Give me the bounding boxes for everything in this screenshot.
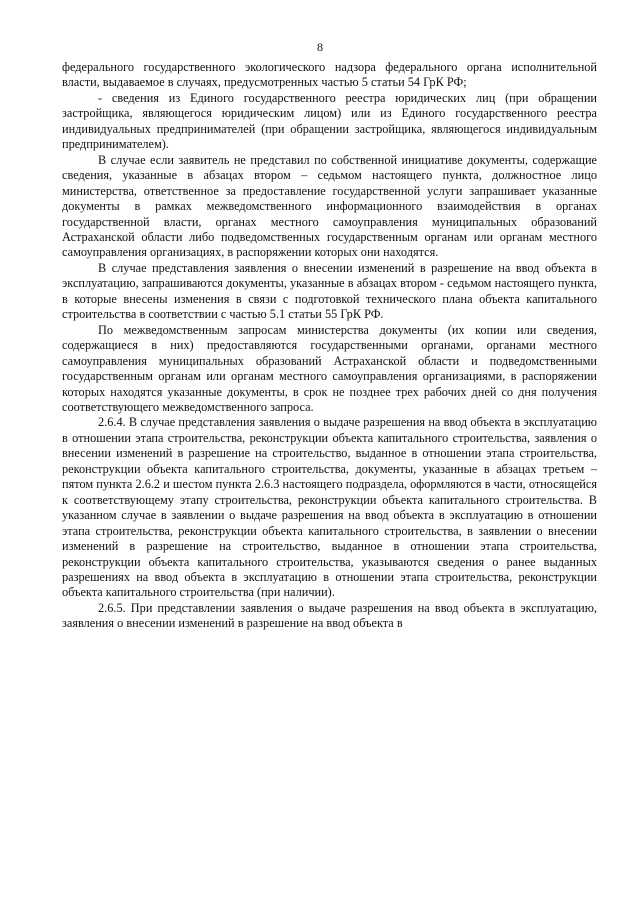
paragraph: 2.6.5. При представлении заявления о выдаче разрешения на ввод объекта в эксплуатацию, заявления о внесении изменений в разрешение на ввод объекта в <box>62 600 597 631</box>
paragraph: 2.6.4. В случае представления заявления о выдаче разрешения на ввод объекта в эксплуатацию в отношении этапа строительства, реконструкции объекта капитального строительства, заявления о внесении изменений в разрешение на строительство, выданное в отношении этапа строительства, реконструкции объекта капитального строительства, документы, указанные в абзацах третьем – пятом пункта 2.6.2 и шестом пункта 2.6.3 настоящего подраздела, оформляются в части, относящейся к соответствующему этапу строительства, реконструкции объекта капитального строительства. В указанном случае в заявлении о выдаче разрешения на ввод объекта в эксплуатацию в отношении этапа строительства, реконструкции объекта капитального строительства, в заявлении о внесении изменений в разрешение на строительство, выданное в отношении этапа строительства, реконструкции объекта капитального строительства, указываются сведения о ранее выданных разрешениях на ввод объекта в эксплуатацию в отношении этапа строительства, реконструкции объекта капитального строительства (при наличии). <box>62 415 597 600</box>
paragraph: федерального государственного экологического надзора федерального органа исполнительной власти, выдаваемое в случаях, предусмотренных частью 5 статьи 54 ГрК РФ; <box>62 60 597 90</box>
paragraph: По межведомственным запросам министерства документы (их копии или сведения, содержащиеся в них) предоставляются государственными органами, органами местного самоуправления муниципальных образований Астраханской области и подведомственными государственным органам или органам местного самоуправления организациями, в распоряжении которых находятся указанные документы, в срок не позднее трех рабочих дней со дня получения соответствующего межведомственного запроса. <box>62 322 597 414</box>
paragraph: В случае если заявитель не представил по собственной инициативе документы, содержащие сведения, указанные в абзацах втором – седьмом настоящего пункта, должностное лицо министерства, ответственное за предоставление государственной услуги запрашивает указанные документы в рамках межведомственного информационного взаимодействия в органах государственной власти, органах местного самоуправления муниципальных образований Астраханской области либо подведомственных государственным органам или органам местного самоуправления организациях, в распоряжении которых они находятся. <box>62 152 597 260</box>
document-body <box>62 60 597 632</box>
paragraph: - сведения из Единого государственного реестра юридических лиц (при обращении застройщика, являющегося юридическим лицом) или из Единого государственного реестра индивидуальных предпринимателей (при обращении застройщика, являющегося индивидуальным предпринимателем). <box>62 90 597 152</box>
paragraph: В случае представления заявления о внесении изменений в разрешение на ввод объекта в эксплуатацию, запрашиваются документы, указанные в абзацах втором - седьмом настоящего пункта, в которые внесены изменения в связи с подготовкой технического плана объекта капитального строительства в соответствии с частью 5.1 статьи 55 ГрК РФ. <box>62 260 597 322</box>
page-number: 8 <box>317 40 323 54</box>
